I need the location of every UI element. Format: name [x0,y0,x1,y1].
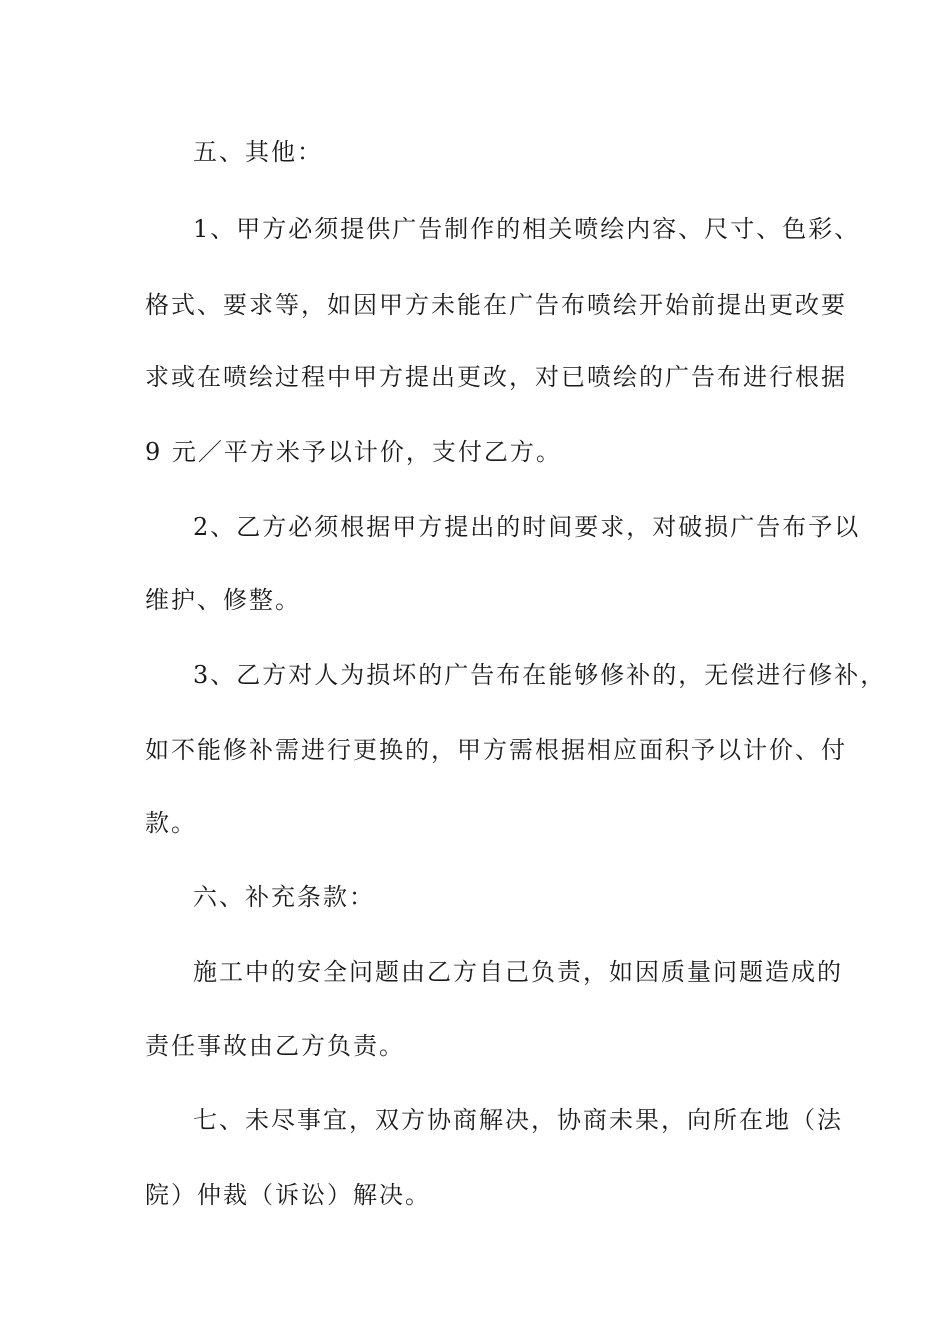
clause-1-line-1: 1、甲方必须提供广告制作的相关喷绘内容、尺寸、色彩、 [193,215,861,243]
section-seven-line-1: 七、未尽事宜，双方协商解决，协商未果，向所在地（法 [193,1106,843,1134]
clause-2-line-1: 2、乙方必须根据甲方提出的时间要求，对破损广告布予以 [193,513,861,541]
section-seven-line-2: 院）仲裁（诉讼）解决。 [145,1181,431,1209]
clause-1-line-3: 求或在喷绘过程中甲方提出更改，对已喷绘的广告布进行根据 [145,363,847,391]
clause-3-line-2: 如不能修补需进行更换的，甲方需根据相应面积予以计价、付 [145,736,847,764]
supplementary-line-2: 责任事故由乙方负责。 [145,1032,405,1060]
section-heading-other: 五、其他： [193,138,323,166]
supplementary-line-1: 施工中的安全问题由乙方自己负责，如因质量问题造成的 [193,958,843,986]
clause-1-line-4: 9 元／平方米予以计价，支付乙方。 [145,438,562,466]
clause-3-line-3: 款。 [145,809,197,837]
clause-3-line-1: 3、乙方对人为损坏的广告布在能够修补的，无偿进行修补， [193,661,887,689]
clause-1-line-2: 格式、要求等，如因甲方未能在广告布喷绘开始前提出更改要 [145,291,847,319]
clause-2-line-2: 维护、修整。 [145,586,301,614]
section-heading-supplementary: 六、补充条款： [193,883,375,911]
